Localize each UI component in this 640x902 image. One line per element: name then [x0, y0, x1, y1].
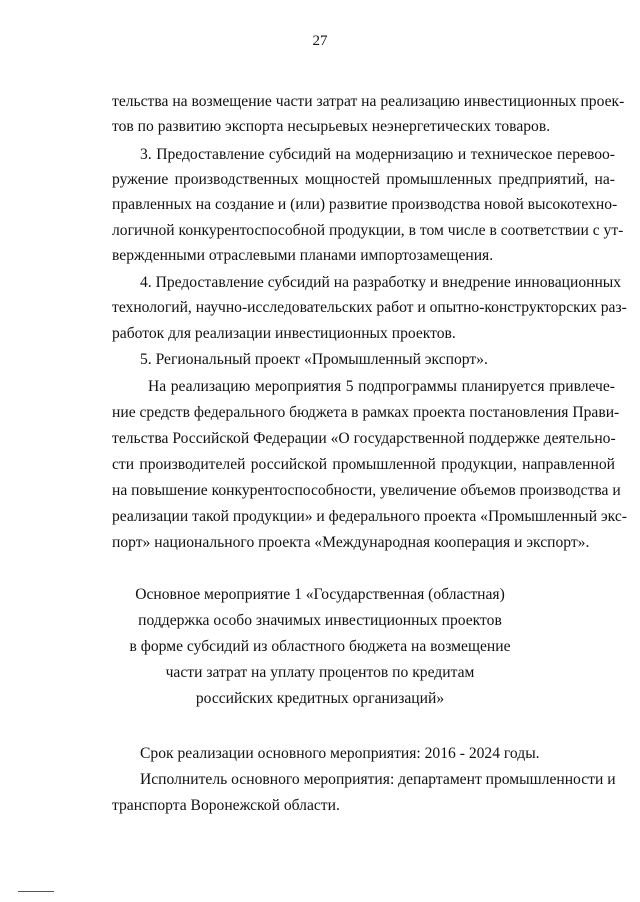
paragraph-line: На реализацию мероприятия 5 подпрограммы планируется привлече- [148, 378, 615, 395]
paragraph-line: на повышение конкурентоспособности, увеличение объемов производства и [112, 482, 621, 499]
section-heading-line: поддержка особо значимых инвестиционных проектов [138, 612, 502, 629]
paragraph-line: логичной конкурентоспособной продукции, в том числе в соответствии с ут- [112, 222, 624, 239]
paragraph-line: 4. Предоставление субсидий на разработку и внедрение инновационных [140, 274, 622, 291]
section-heading-line: части затрат на уплату процентов по кредитам [165, 664, 475, 681]
paragraph-line: тельства на возмещение части затрат на реализацию инвестиционных проек- [112, 93, 625, 110]
paragraph-line: порт» национального проекта «Международная кооперация и экспорт». [112, 534, 590, 551]
section-heading-line: в форме субсидий из областного бюджета на возмещение [129, 638, 511, 655]
term-line: Срок реализации основного мероприятия: 2016 - 2024 годы. [140, 745, 540, 762]
paragraph-line: технологий, научно-исследовательских работ и опытно-конструкторских раз- [112, 299, 627, 316]
page-number: 27 [312, 33, 328, 49]
paragraph-line: сти производителей российской промышленной продукции, направленной [112, 456, 615, 473]
section-heading-line: Основное мероприятие 1 «Государственная (областная) [135, 586, 505, 603]
paragraph-line: правленных на создание и (или) развитие производства новой высокотехно- [112, 196, 618, 213]
footer-rule [18, 891, 54, 892]
paragraph-line: реализации такой продукции» и федерального проекта «Промышленный экс- [112, 508, 627, 525]
paragraph-line: 3. Предоставление субсидий на модернизацию и техническое перевоо- [140, 146, 615, 163]
paragraph-line: 5. Региональный проект «Промышленный экспорт». [140, 351, 488, 368]
executor-line: Исполнитель основного мероприятия: департамент промышленности и [140, 771, 616, 788]
executor-line: транспорта Воронежской области. [112, 797, 340, 814]
paragraph-line: ние средств федерального бюджета в рамках проекта постановления Прави- [112, 404, 620, 421]
section-heading-line: российских кредитных организаций» [195, 690, 445, 707]
paragraph-line: вержденными отраслевыми планами импортозамещения. [112, 247, 494, 264]
paragraph-line: тельства Российской Федерации «О государственной поддержке деятельно- [112, 430, 616, 447]
paragraph-line: тов по развитию экспорта несырьевых неэнергетических товаров. [112, 118, 551, 135]
paragraph-line: работок для реализации инвестиционных проектов. [112, 325, 456, 342]
paragraph-line: ружение производственных мощностей промышленных предприятий, на- [112, 171, 615, 188]
